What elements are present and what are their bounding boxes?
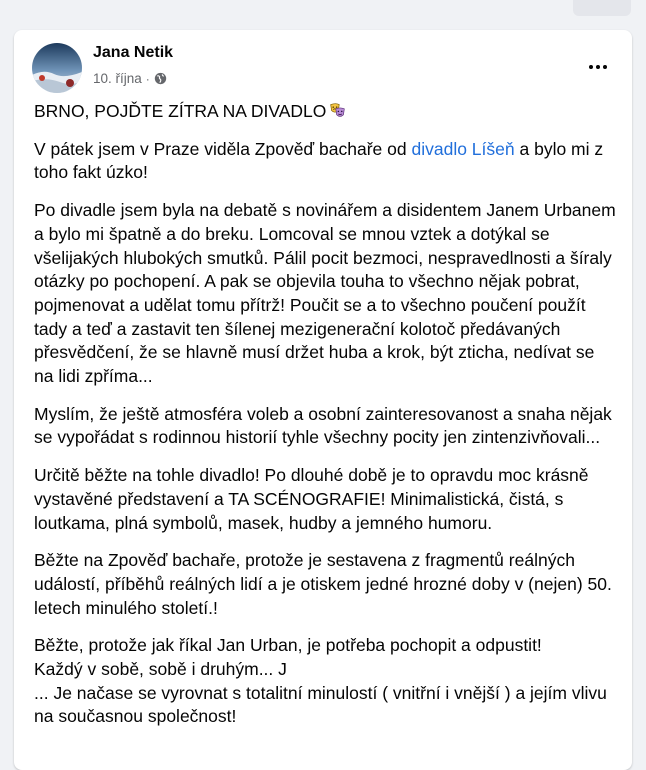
avatar-image (32, 43, 82, 93)
globe-icon[interactable] (154, 72, 167, 85)
paragraph-7-line-1: Běžte, protože jak říkal Jan Urban, je potřeba pochopit a odpustit! (34, 635, 542, 656)
paragraph-3: Po divadle jsem byla na debatě s novinářem a disidentem Janem Urbanem a bylo mi špatně a do breku. Lomcoval se mnou vztek a dotýkal se všelijakých hlubokých smutků. Pálil pocit bezmoci, nespravedlnosti a šíraly otázky po pochopení. A pak se objevila touha to všechno nějak pobrat, pojmenovat a udělat tomu přítrž! Poučit se a to všechno poučení použít tady a teď a zastavit ten šílenej mezigenerační kolotoč předávaných přesvědčení, že se hlavně musí držet huba a krok, být zticha, nedívat se na lidi zpříma... (34, 200, 616, 387)
top-button-edge[interactable] (573, 0, 631, 16)
post-card (14, 30, 632, 770)
post-header (32, 43, 616, 93)
paragraph-2-text-start: V pátek jsem v Praze viděla Zpověď bachaře od (34, 138, 412, 159)
more-options-icon[interactable] (580, 53, 616, 81)
paragraph-7-line-2: Každý v sobě, sobě i druhým... J (34, 659, 287, 680)
author-name[interactable]: Jana Netik (93, 44, 174, 61)
post-meta (93, 71, 167, 86)
paragraph-6: Běžte na Zpověď bachaře, protože je sestavena z fragmentů reálných událostí, příběhů reálných lidí a je otiskem jedné hrozné doby v (nejen) 50. letech minulého století.! (34, 550, 612, 618)
paragraph-4: Myslím, že ještě atmosféra voleb a osobní zainteresovanost a snaha nějak se vypořádat s rodinnou historií tyhle všechny pocity jen zintenzivňovali... (34, 403, 612, 448)
paragraph-7-line-3: ... Je načase se vyrovnat s totalitní minulostí ( vnitřní i vnější ) a jejím vlivu na současnou společnost! (34, 682, 607, 727)
paragraph-7 (34, 634, 616, 729)
theater-link[interactable]: divadlo Líšeň (411, 138, 515, 159)
paragraph-1-text: BRNO, POJĎTE ZÍTRA NA DIVADLO (34, 101, 327, 121)
post-body (34, 100, 616, 743)
post-date[interactable]: 10. října (93, 71, 142, 86)
separator-dot: · (145, 71, 150, 86)
paragraph-2-text-end: a bylo mi z toho fakt úzko! (34, 138, 604, 183)
paragraph-2 (34, 138, 616, 185)
theater-masks-emoji (329, 102, 346, 119)
avatar[interactable] (32, 43, 82, 93)
paragraph-1 (34, 100, 616, 124)
paragraph-5: Určitě běžte na tohle divadlo! Po dlouhé době je to opravdu moc krásně vystavěné představení a TA SCÉNOGRAFIE! Minimalistická, čistá, s loutkama, plná symbolů, masek, hudby a jemného humoru. (34, 465, 589, 533)
